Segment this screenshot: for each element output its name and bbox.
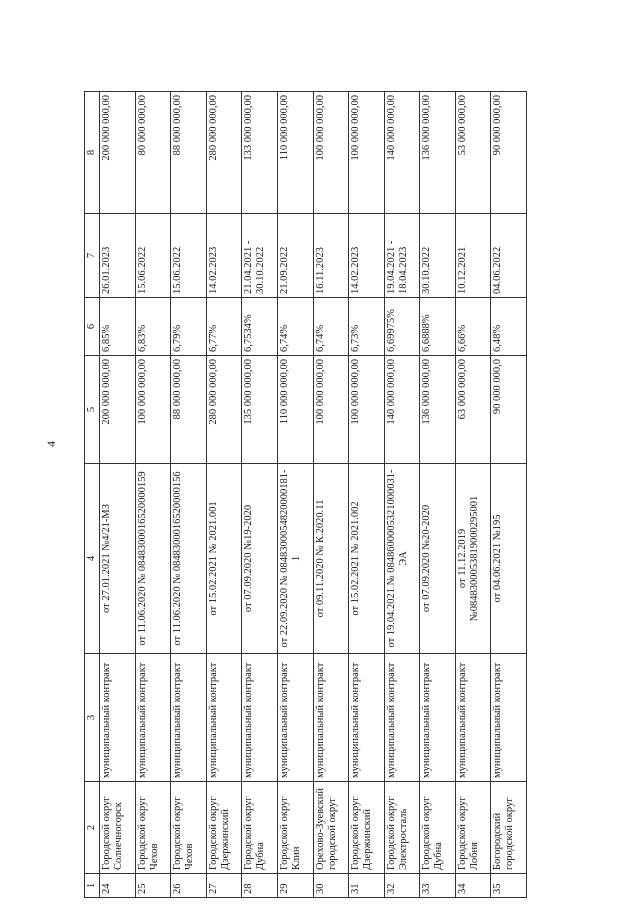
contract-details-cell: от 11.06.2020 № 0848300016520000159 xyxy=(135,464,171,654)
contract-details-cell: от 27.01.2021 №4/21-МЗ xyxy=(100,464,136,654)
header-cell: 2 xyxy=(85,782,100,874)
territory-cell: Городской округ Чехов xyxy=(171,782,207,874)
date-cell: 10.12.2021 xyxy=(455,214,491,298)
territory-cell: Городской округ Лобня xyxy=(455,782,491,874)
contract-details-cell: от 07.09.2020 №19-2020 xyxy=(242,464,278,654)
territory-cell: Городской округ Электросталь xyxy=(384,782,420,874)
amount-cell: 63 000 000,00 xyxy=(455,356,491,464)
rate-cell: 6,74% xyxy=(313,298,349,356)
contract-details-cell: от 11.06.2020 № 0848300016520000156 xyxy=(171,464,207,654)
territory-cell: Городской округ Солнечногорск xyxy=(100,782,136,874)
amount-cell: 135 000 000,00 xyxy=(242,356,278,464)
row-number-cell: 26 xyxy=(171,874,207,898)
territory-cell: Орехово-Зуевский городской округ xyxy=(313,782,349,874)
contract-type-cell: муниципальный контракт xyxy=(135,654,171,782)
rate-cell: 6,77% xyxy=(206,298,242,356)
contract-details-cell: от 22.09.2020 № 0848300054820000181-1 xyxy=(277,464,313,654)
contract-details-cell: от 09.11.2020 № К.2020.11 xyxy=(313,464,349,654)
header-cell: 8 xyxy=(85,92,100,214)
territory-cell: Городской округ Клин xyxy=(277,782,313,874)
contract-details-cell: от 04.06.2021 №195 xyxy=(491,464,527,654)
row-number-cell: 25 xyxy=(135,874,171,898)
table-row xyxy=(313,92,349,898)
contract-details-cell: от 15.02.2021 № 2021.002 xyxy=(349,464,385,654)
row-number-cell: 34 xyxy=(455,874,491,898)
limit-cell: 110 000 000,00 xyxy=(277,92,313,214)
rate-cell: 6,48% xyxy=(491,298,527,356)
contract-type-cell: муниципальный контракт xyxy=(206,654,242,782)
table-row xyxy=(420,92,456,898)
rate-cell: 6,74% xyxy=(277,298,313,356)
contract-details-cell: от 07.09.2020 №20-2020 xyxy=(420,464,456,654)
amount-cell: 88 000 000,00 xyxy=(171,356,207,464)
limit-cell: 100 000 000,00 xyxy=(349,92,385,214)
limit-cell: 140 000 000,00 xyxy=(384,92,420,214)
contract-type-cell: муниципальный контракт xyxy=(420,654,456,782)
header-cell: 1 xyxy=(85,874,100,898)
amount-cell: 136 000 000,00 xyxy=(420,356,456,464)
table-row xyxy=(206,92,242,898)
date-cell: 14.02.2023 xyxy=(349,214,385,298)
territory-cell: Городской округ Дзержинский xyxy=(206,782,242,874)
header-cell: 7 xyxy=(85,214,100,298)
rate-cell: 6,6888% xyxy=(420,298,456,356)
row-number-cell: 28 xyxy=(242,874,278,898)
amount-cell: 140 000 000,00 xyxy=(384,356,420,464)
territory-cell: Городской округ Чехов xyxy=(135,782,171,874)
territory-cell: Городской округ Дубна xyxy=(242,782,278,874)
date-cell: 16.11.2023 xyxy=(313,214,349,298)
limit-cell: 90 000 000,00 xyxy=(491,92,527,214)
header-cell: 3 xyxy=(85,654,100,782)
table-row xyxy=(242,92,278,898)
date-cell: 21.09.2022 xyxy=(277,214,313,298)
date-cell: 26.01.2023 xyxy=(100,214,136,298)
header-row xyxy=(85,92,100,898)
table-row xyxy=(349,92,385,898)
date-cell: 30.10.2022 xyxy=(420,214,456,298)
table-row xyxy=(491,92,527,898)
contract-type-cell: муниципальный контракт xyxy=(455,654,491,782)
contract-details-cell: от 19.04.2021 № 0848600005321000031-ЭА xyxy=(384,464,420,654)
table-region xyxy=(84,92,527,898)
amount-cell: 110 000 000,00 xyxy=(277,356,313,464)
date-cell: 21.04.2021 - 30.10.2022 xyxy=(242,214,278,298)
contract-type-cell: муниципальный контракт xyxy=(100,654,136,782)
amount-cell: 100 000 000,00 xyxy=(313,356,349,464)
limit-cell: 80 000 000,00 xyxy=(135,92,171,214)
amount-cell: 280 000 000,00 xyxy=(206,356,242,464)
contract-type-cell: муниципальный контракт xyxy=(384,654,420,782)
date-cell: 15.06.2022 xyxy=(135,214,171,298)
row-number-cell: 31 xyxy=(349,874,385,898)
limit-cell: 200 000 000,00 xyxy=(100,92,136,214)
date-cell: 04.06.2022 xyxy=(491,214,527,298)
table-row xyxy=(277,92,313,898)
rate-cell: 6,66% xyxy=(455,298,491,356)
limit-cell: 133 000 000,00 xyxy=(242,92,278,214)
limit-cell: 53 000 000,00 xyxy=(455,92,491,214)
amount-cell: 200 000 000,00 xyxy=(100,356,136,464)
limit-cell: 88 000 000,00 xyxy=(171,92,207,214)
contracts-table xyxy=(84,91,527,898)
date-cell: 19.04.2021 - 18.04.2023 xyxy=(384,214,420,298)
territory-cell: Богородский городской округ xyxy=(491,782,527,874)
date-cell: 14.02.2023 xyxy=(206,214,242,298)
rate-cell: 6,73% xyxy=(349,298,385,356)
table-row xyxy=(384,92,420,898)
table-row xyxy=(135,92,171,898)
limit-cell: 136 000 000,00 xyxy=(420,92,456,214)
contract-details-cell: от 15.02.2021 № 2021.001 xyxy=(206,464,242,654)
contract-type-cell: муниципальный контракт xyxy=(491,654,527,782)
table-row xyxy=(100,92,136,898)
row-number-cell: 27 xyxy=(206,874,242,898)
territory-cell: Городской округ Дзержинский xyxy=(349,782,385,874)
amount-cell: 100 000 000,00 xyxy=(135,356,171,464)
rate-cell: 6,7534% xyxy=(242,298,278,356)
row-number-cell: 24 xyxy=(100,874,136,898)
rate-cell: 6,69975% xyxy=(384,298,420,356)
date-cell: 15.06.2022 xyxy=(171,214,207,298)
contract-type-cell: муниципальный контракт xyxy=(349,654,385,782)
row-number-cell: 30 xyxy=(313,874,349,898)
limit-cell: 280 000 000,00 xyxy=(206,92,242,214)
contract-type-cell: муниципальный контракт xyxy=(277,654,313,782)
page-number: 4 xyxy=(44,441,58,447)
contract-details-cell: от 11.12.2019 №0848300053819000295001 xyxy=(455,464,491,654)
header-cell: 5 xyxy=(85,356,100,464)
contract-type-cell: муниципальный контракт xyxy=(313,654,349,782)
table-row xyxy=(171,92,207,898)
territory-cell: Городской округ Дубна xyxy=(420,782,456,874)
table-row xyxy=(455,92,491,898)
row-number-cell: 29 xyxy=(277,874,313,898)
header-cell: 4 xyxy=(85,464,100,654)
amount-cell: 100 000 000,00 xyxy=(349,356,385,464)
row-number-cell: 35 xyxy=(491,874,527,898)
amount-cell: 90 000 000,0 xyxy=(491,356,527,464)
rate-cell: 6,85% xyxy=(100,298,136,356)
contract-type-cell: муниципальный контракт xyxy=(242,654,278,782)
header-cell: 6 xyxy=(85,298,100,356)
rate-cell: 6,83% xyxy=(135,298,171,356)
rate-cell: 6,79% xyxy=(171,298,207,356)
limit-cell: 100 000 000,00 xyxy=(313,92,349,214)
contract-type-cell: муниципальный контракт xyxy=(171,654,207,782)
row-number-cell: 32 xyxy=(384,874,420,898)
row-number-cell: 33 xyxy=(420,874,456,898)
